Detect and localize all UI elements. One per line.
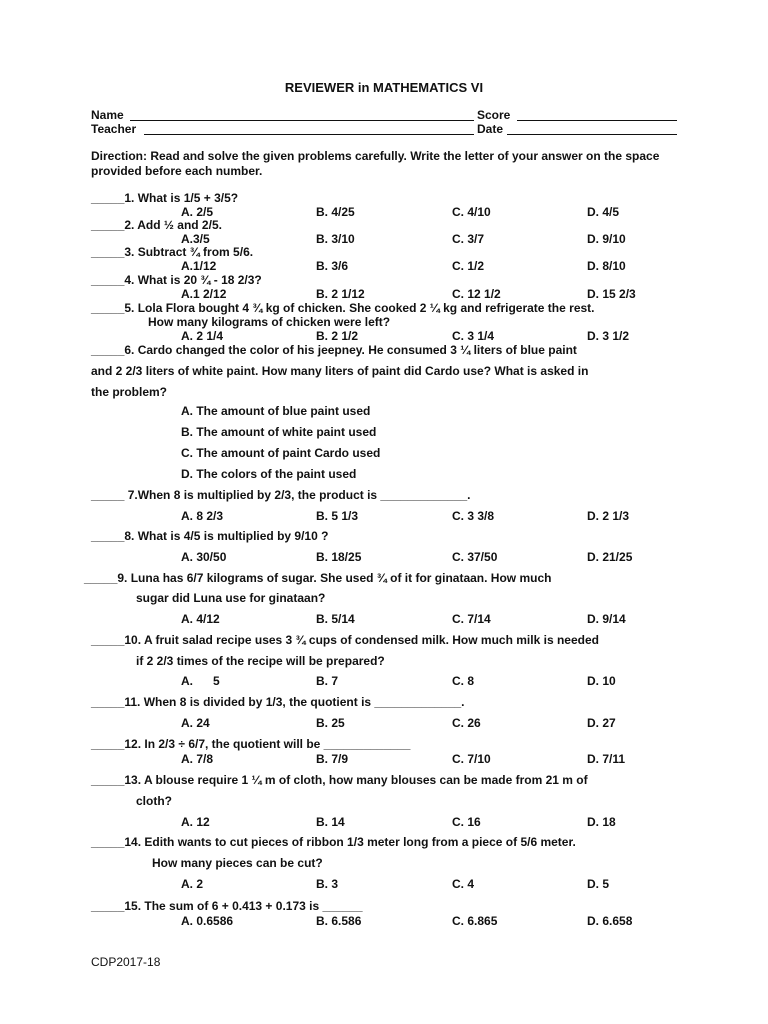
question-13-line-2: cloth? xyxy=(136,794,172,808)
q8-option-c: C. 37/50 xyxy=(452,550,498,564)
q7-option-d: D. 2 1/3 xyxy=(587,509,630,523)
question-10: _____10. A fruit salad recipe uses 3 ¾ cups of condensed milk. How much milk is needed xyxy=(91,633,599,647)
q12-option-d: D. 7/11 xyxy=(587,752,626,766)
q4-option-d: D. 15 2/3 xyxy=(587,287,636,301)
date-field-line[interactable] xyxy=(507,134,677,135)
question-9: _____9. Luna has 6/7 kilograms of sugar. She used ¾ of it for ginataan. How much xyxy=(84,571,552,585)
q11-option-d: D. 27 xyxy=(587,716,616,730)
q4-option-c: C. 12 1/2 xyxy=(452,287,501,301)
q6-option-b: B. The amount of white paint used xyxy=(181,425,377,439)
question-5: _____5. Lola Flora bought 4 ¾ kg of chicken. She cooked 2 ¼ kg and refrigerate the rest. xyxy=(91,301,595,315)
q13-option-d: D. 18 xyxy=(587,815,616,829)
q13-option-c: C. 16 xyxy=(452,815,481,829)
question-11: _____11. When 8 is divided by 1/3, the quotient is _____________. xyxy=(91,695,465,709)
q10-option-a: A. 5 xyxy=(181,674,220,688)
q14-option-a: A. 2 xyxy=(181,877,204,891)
q8-option-b: B. 18/25 xyxy=(316,550,362,564)
q9-option-a: A. 4/12 xyxy=(181,612,220,626)
q15-option-d: D. 6.658 xyxy=(587,914,633,928)
q9-option-d: D. 9/14 xyxy=(587,612,626,626)
question-5-line-2: How many kilograms of chicken were left? xyxy=(148,315,391,329)
q15-option-b: B. 6.586 xyxy=(316,914,362,928)
q6-option-c: C. The amount of paint Cardo used xyxy=(181,446,381,460)
q1-option-d: D. 4/5 xyxy=(587,205,620,219)
name-field-line[interactable] xyxy=(130,120,474,121)
question-9-line-2: sugar did Luna use for ginataan? xyxy=(136,591,326,605)
q8-option-d: D. 21/25 xyxy=(587,550,633,564)
q15-option-c: C. 6.865 xyxy=(452,914,498,928)
question-10-line-2: if 2 2/3 times of the recipe will be prepared? xyxy=(136,654,385,668)
q2-option-a: A.3/5 xyxy=(181,232,210,246)
q2-option-c: C. 3/7 xyxy=(452,232,485,246)
q14-option-b: B. 3 xyxy=(316,877,339,891)
teacher-label: Teacher xyxy=(91,122,137,136)
q4-option-a: A.1 2/12 xyxy=(181,287,227,301)
q5-option-b: B. 2 1/2 xyxy=(316,329,359,343)
question-14: _____14. Edith wants to cut pieces of ribbon 1/3 meter long from a piece of 5/6 meter. xyxy=(91,835,576,849)
q13-option-a: A. 12 xyxy=(181,815,210,829)
date-label: Date xyxy=(477,122,504,136)
q9-option-c: C. 7/14 xyxy=(452,612,491,626)
name-label: Name xyxy=(91,108,124,122)
q3-option-a: A.1/12 xyxy=(181,259,217,273)
question-1: _____1. What is 1/5 + 3/5? xyxy=(91,191,239,205)
q3-option-b: B. 3/6 xyxy=(316,259,349,273)
q5-option-d: D. 3 1/2 xyxy=(587,329,630,343)
question-14-line-2: How many pieces can be cut? xyxy=(152,856,323,870)
q1-option-c: C. 4/10 xyxy=(452,205,491,219)
q14-option-d: D. 5 xyxy=(587,877,610,891)
q7-option-c: C. 3 3/8 xyxy=(452,509,495,523)
q4-option-b: B. 2 1/12 xyxy=(316,287,365,301)
question-12: _____12. In 2/3 ÷ 6/7, the quotient will be _____________ xyxy=(91,737,411,751)
question-13: _____13. A blouse require 1 ¼ m of cloth, how many blouses can be made from 21 m of xyxy=(91,773,588,787)
q5-option-c: C. 3 1/4 xyxy=(452,329,495,343)
question-6-line-2: and 2 2/3 liters of white paint. How many liters of paint did Cardo use? What is asked in xyxy=(91,364,589,378)
q3-option-c: C. 1/2 xyxy=(452,259,485,273)
q11-option-a: A. 24 xyxy=(181,716,210,730)
q14-option-c: C. 4 xyxy=(452,877,475,891)
q10-option-b: B. 7 xyxy=(316,674,339,688)
q11-option-c: C. 26 xyxy=(452,716,481,730)
q11-option-b: B. 25 xyxy=(316,716,345,730)
q10-option-c: C. 8 xyxy=(452,674,475,688)
question-3: _____3. Subtract ¾ from 5/6. xyxy=(91,245,254,259)
q3-option-d: D. 8/10 xyxy=(587,259,626,273)
score-field-line[interactable] xyxy=(517,120,677,121)
q12-option-c: C. 7/10 xyxy=(452,752,491,766)
q5-option-a: A. 2 1/4 xyxy=(181,329,224,343)
score-label: Score xyxy=(477,108,511,122)
q6-option-a: A. The amount of blue paint used xyxy=(181,404,371,418)
q6-option-d: D. The colors of the paint used xyxy=(181,467,357,481)
q2-option-d: D. 9/10 xyxy=(587,232,626,246)
q13-option-b: B. 14 xyxy=(316,815,345,829)
question-8: _____8. What is 4/5 is multiplied by 9/10 ? xyxy=(91,529,329,543)
q1-option-a: A. 2/5 xyxy=(181,205,214,219)
question-15: _____15. The sum of 6 + 0.413 + 0.173 is ______ xyxy=(91,899,363,913)
q8-option-a: A. 30/50 xyxy=(181,550,227,564)
q7-option-a: A. 8 2/3 xyxy=(181,509,224,523)
q12-option-b: B. 7/9 xyxy=(316,752,349,766)
question-2: _____2. Add ½ and 2/5. xyxy=(91,218,222,232)
q1-option-b: B. 4/25 xyxy=(316,205,355,219)
page-title: REVIEWER in MATHEMATICS VI xyxy=(284,80,484,95)
question-4: _____4. What is 20 ¾ - 18 2/3? xyxy=(91,273,262,287)
directions: Direction: Read and solve the given problems carefully. Write the letter of your answer on the space provided before each number. xyxy=(91,149,660,178)
footer-code: CDP2017-18 xyxy=(91,955,161,969)
question-7: _____ 7.When 8 is multiplied by 2/3, the product is _____________. xyxy=(91,488,471,502)
q10-option-d: D. 10 xyxy=(587,674,616,688)
question-6-line-3: the problem? xyxy=(91,385,168,399)
question-6: _____6. Cardo changed the color of his jeepney. He consumed 3 ¼ liters of blue paint xyxy=(91,343,577,357)
q2-option-b: B. 3/10 xyxy=(316,232,355,246)
teacher-field-line[interactable] xyxy=(144,134,474,135)
q12-option-a: A. 7/8 xyxy=(181,752,214,766)
q15-option-a: A. 0.6586 xyxy=(181,914,234,928)
q9-option-b: B. 5/14 xyxy=(316,612,355,626)
q7-option-b: B. 5 1/3 xyxy=(316,509,359,523)
